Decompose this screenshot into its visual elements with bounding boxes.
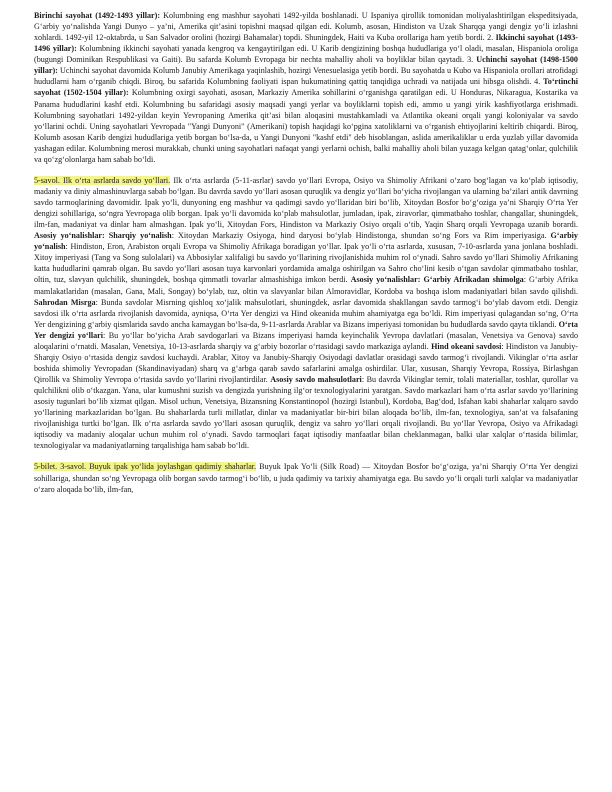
bold-heading-text: O‘rta Yer dengizi yo‘llari [34, 319, 578, 340]
highlighted-question-title: 5-savol. Ilk o‘rta asrlarda savdo yo‘llari. [34, 175, 171, 185]
bold-heading-text: Asosiy savdo mahsulotlari [270, 375, 362, 384]
body-text: Kolumbning oxirgi sayohati, asosan, Markaziy Amerika sohillarini o‘rganishga qaratilgan edi. U Honduras, Nikaragua, Kostarika va Panama hududlarini kashf etdi. Kolumbning bu safaridagi asosiy maqsadi yangi yerlar va boyliklarni topish edi, ammo u yangi yirik kashfiyotlarga erishmadi. Kolumbning sayohatlari 1492-yildan keyin Yevropaning Amerika qit’asi bilan aloqasini mustahkamladi va Atlantika okeani orqali yangi koloniyalar va savdo yo‘llarini ochdi. Uning sayohatlari Yevropada "Yangi Dunyoni" (Amerikani) topish haqidagi ko‘pgina xatoliklarni va o‘rganish ehtiyojlarini keltirib chiqardi. Biroq, Kolumb asosan Karib dengizi hududlariga yetib borgan bo‘lsa-da, u Yangi Dunyoni "kashf etdi" deb hisoblangan, aslida amerikaliklar u erda yuzlab yillar davomida yashagan edilar. Kolumbning merosi murakkab, chunki uning sayohatlari nafaqat yangi yerlarni ochish, balki mahalliy aholi bilan yuzaga kelgan qatag‘onlar, qulchilik va qo‘zg‘olonlarga ham sabab bo‘ldi. [34, 88, 578, 164]
bold-heading-text: Asosiy yo‘nalishlar: Sharqiy yo‘nalish [34, 231, 172, 241]
body-text: Uchinchi sayohat davomida Kolumb Janubiy Amerikaga yaqinlashib, hozirgi Venesuelasiga yetib bordi. Bu sayohatda u Kubo va Hispaniola orollari atrofidagi hududlarni ham o‘rganib chiqdi. Biroq, bu safarida Kolumbning faoliyati ispan hukumatining qattiq tanqidiga uchradi va natijada uni hibsga olishdi. 4. [34, 66, 578, 87]
highlighted-question-title: 5-bilet. 3-savol. Buyuk ipak yo‘lida joylashgan qadimiy shaharlar. [34, 462, 257, 472]
bold-heading-text: To‘rtinchi sayohat (1502-1504 yillar): [34, 77, 578, 98]
body-text: Buyuk Ipak Yo‘li (Silk Road) — Xitoydan Bosfor bo‘g‘oziga, ya’ni Sharqiy O‘rta Yer dengizi sohillariga, shundan so‘ng Yevropaga olib borgan savdo tarmog‘i bo‘lib, u juda qadimiy va tarixiy ahamiyatga ega. Bu savdo yo‘li orqali turli xalqlar va madaniyatlar o‘zaro aloqada bo‘lib, ilm-fan, [34, 462, 578, 494]
body-text: : Xitoydan Markaziy Osiyoga, hind daryosi bo‘ylab Hindistonga, shundan so‘ng Fors va Rim imperiyasiga. [171, 231, 551, 241]
body-text: : Bu yo‘llar bo‘yicha Arab savdogarlari va Bizans imperiyasi hamda keyinchalik Yevropa davlatlari (masalan, Venetsiya va Genova) savdo aloqalarini o‘rnatdi. Masalan, Venetsiya, 10-13-asrlarda sharqiy va g‘arbiy bozorlar o‘rtasidagi savdo markaziga aylandi. [34, 330, 578, 351]
paragraph-silk-road-cities [34, 461, 578, 494]
bold-heading-text: Hind okeani savdosi [431, 341, 502, 351]
body-text: : G‘arbiy Afrika mamlakatlaridan (masalan, Gana, Mali, Songay) bo‘ylab, tuz, oltin va slavyanlar bilan Almoravidlar, Kordoba va boshqa islom madaniyatlari bilan savdo qilishdi. [34, 275, 579, 296]
body-text: : Hindiston, Eron, Arabiston orqali Evropa va Shimoliy Afrikaga boradigan yo‘llar. Ipak yo‘li o‘rta asrlarda, xususan, 7-10-asrlarda yana jonlana boshladi. Xitoy imperiyasi (Tang va Song sulolalari) va Abbosiylar xalifaligi bu savdo yo‘llarining rivojlanishida muhim rol o‘ynadi. Sahro savdo yo‘llari Shimoliy Afrikaning katta hududlarini qamrab olgan. Bu savdo yo‘llari asosan tuya karvonlari yordamida amalga oshirilgan va Sahro cho‘lini kesib o‘tgan savdolar qimmatbaho toshlar, oltin, tuz, slavyan qulchilik, shuningdek, boshqa qimmatli tovarlar almashishiga imkon berdi. [34, 242, 578, 285]
bold-heading-text: Sahrodan Misrga [34, 297, 96, 307]
bold-heading-text: Ikkinchi sayohat (1493-1496 yillar): [34, 33, 578, 54]
body-text: : Bunda savdolar Misrning qishloq xo‘jalik mahsulotlari, shuningdek, asrlar davomida shakllangan savdo tarmog‘i bo‘ylab davom etdi. Dengiz savdosi ilk o‘rta asrlarda rivojlanish davomida, ayniqsa, O‘rta Yer dengizi va Hind okeanida muhim ahamiyatga ega bo‘ldi. Rim imperiyasi qulagandan so‘ng, O‘rta Yer dengizining g‘arbiy qismlarida savdo ancha kamaygan bo‘lsa-da, 9-11-asrlarda Arablar va Bizans imperiyasi tomonidan bu hududlarda savdo qayta tiklandi. [34, 297, 579, 329]
bold-heading-text: G‘arbiy yo‘nalish [34, 231, 578, 252]
bold-heading-text: Birinchi sayohat (1492-1493 yillar): [34, 11, 164, 20]
body-text: Kolumbning eng mashhur sayohati 1492-yilda boshlanadi. U Ispaniya qirollik tomonidan moliyalashtirilgan ekspeditsiyada, G‘arbiy yo‘nalishda Yangi Dunyo – ya’ni, Amerika qit’asini topishni maqsad qilgan edi. Kolumb, asosan, Hindiston va Uzak Sharqqa yangi dengiz yo‘li izlashni xohlardi. 1492-yil 12-oktabrda, u San Salvador orolini (hozirgi Bahamalar) topdi. Shuningdek, Haiti va Kuba orollariga ham yetib bordi. 2. [34, 11, 578, 43]
body-text: : Bu davrda Vikinglar temir, tolali materiallar, toshlar, qurollar va qulchilikni olib o‘tkazgan. Yana, ular kumushni suzish va dengizda yurishning ilg‘or texnologiyalarini yaratgan. Savdo markazlari ham o‘rta asrlar savdo yo‘llarining asosiy tugunlari bo‘lib xizmat qilgan. Misol uchun, Venetsiya, Bizansning Konstantinopol (hozirgi Istanbul), Kordoba, Bag‘dod, Isfahan kabi shaharlar xalqaro savdo yo‘llarining markazlaridan bo‘lgan. Bu shaharlarda turli millatlar, dinlar va madaniyatlar bir-biri bilan aloqada bo‘lib, ilm-fan, texnologiya, san’at va falsafaning rivojlanishiga turtki bo‘lgan. Ilk o‘rta asrlarda savdo yo‘llari asosan quruqlik, dengiz va sahro yo‘llari orqali rivojlandi. Bu yo‘llar Yevropa, Osiyo va Afrikadagi iqtisodiy va madaniy aloqalar uchun muhim rol o‘ynadi. Savdo tarmoqlari faqat iqtisodiy manfaatlar bilan cheklanmagan, balki ular xalqlar o‘rtasida bilimlar, texnologiyalar va madaniyatlarning tarqalishiga ham sabab bo‘ldi. [34, 375, 578, 451]
body-text: Ilk o‘rta asrlarda (5-11-asrlar) savdo yo‘llari Evropa, Osiyo va Shimoliy Afrikani o‘zaro bog‘lagan va ko‘plab iqtisodiy, madaniy va diniy almashinuvlarga sabab bo‘lgan. Bu davrda savdo yo‘llari asosan quruqlik va dengiz yo‘llari bo‘yicha rivojlangan va ularning ba’zilari antik davrning savdo tarmoqlarining davomidir. Ipak yo‘li, dunyoning eng mashhur va qadimgi savdo yo‘llaridan biri bo‘lib, Xitoydan Bosfor bo‘g‘ozigа ya’ni Sharqiy O‘rta Yer dengizi sohillariga, so‘ngra Yevropaga olib borgan. Ipak yo‘li davomida ko‘plab mahsulotlar, jumladan, ipak, ziravorlar, qimmatbaho toshlar, changallar, shuningdek, ilm-fan, madaniyat va dinlar ham almashgan. Ipak yo‘li, Xitoydan Fors, Hindiston va Markaziy Osiyo orqali o‘tib, Yaqin Sharq orqali Yevropaga uzanib borardi. [34, 175, 578, 230]
bold-heading-text: Uchinchi sayohat (1498-1500 yillar): [34, 55, 578, 76]
bold-heading-text: Asosiy yo‘nalishlar: G‘arbiy Afrikadan shimolga [350, 275, 524, 285]
body-text: : Hindiston va Janubiy-Sharqiy Osiyo o‘rtasida dengiz savdosi kuchaydi. Arablar, Xitoy va Janubiy-Sharqiy Osiyodagi davlatlar orasidagi savdo tarmog‘i rivojlandi. Vikinglar o‘rta asrlar boshida shimoliy Yevropadan (Skandinaviyadan) sharq va g‘arbga qarab savdo safarlarini amalga oshirdilar. Ular, xususan, Sharqiy Yevropa, Rossiya, Birlashgan Qirollik va Shimoliy Yevropa o‘rtasida savdo yo‘llarini rivojlantirdilar. [34, 341, 578, 384]
paragraph-columbus-voyages [34, 10, 578, 165]
paragraph-early-medieval-trade-routes [34, 175, 578, 452]
body-text: Kolumbning ikkinchi sayohati yanada kengroq va kengaytirilgan edi. U Karib dengizining boshqa hududlariga yo‘l oladi, masalan, Hispaniola oroliga (bugungi Dominikan Respublikasi va Gaiti). Bu safarda Kolumb Evropaga bir nechta mahalliy aholi va boyliklar bilan qaytadi. 3. [34, 44, 578, 65]
